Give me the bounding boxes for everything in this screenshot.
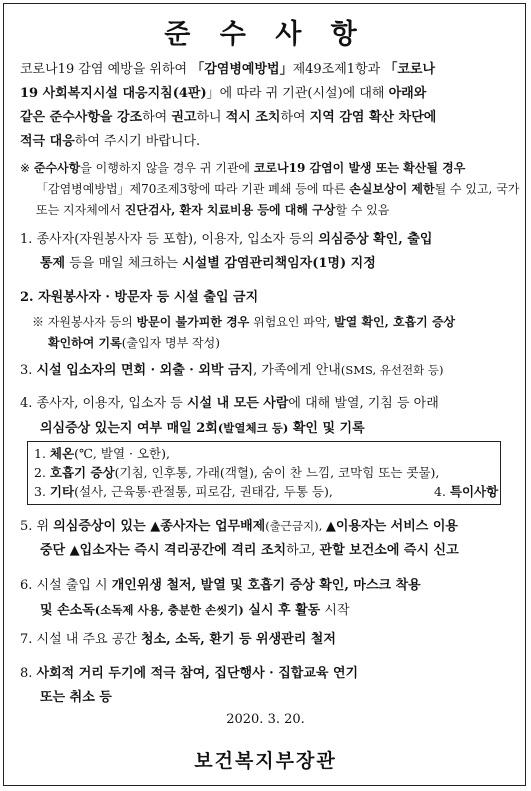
page-title: 준 수 사 항 [164,19,367,50]
symptom-special-note: 4. 특이사항 [434,484,499,499]
list-item-2-note: ※ 자원봉사자 등의 방문이 불가피한 경우 위험요인 파악, 발열 확인, 호흡기 증상 확인하여 기록(출입자 명부 작성) [32,315,456,350]
list-item-4: 4. 종사자, 이용자, 입소자 등 시설 내 모든 사람에 대해 발열, 기침 등 아래 의심증상 있는지 여부 매일 2회(발열체크 등) 확인 및 기록 [20,396,439,436]
list-item-7: 7. 시설 내 주요 공간 청소, 소독, 환기 등 위생관리 철저 [20,632,336,647]
list-item-3: 3. 시설 입소자의 면회 · 외출 · 외박 금지, 가족에게 안내(SMS, 유선전화 등) [20,363,444,378]
list-item-2: 2. 자원봉사자 · 방문자 등 시설 출입 금지 [20,290,259,305]
symptom-row-3: 3. 기타(설사, 근육통·관절통, 피로감, 권태감, 두통 등), 4. 특이사항 [34,484,499,499]
list-item-5: 5. 위 의심증상이 있는 ▲종사자는 업무배제(출근금지), ▲이용자는 서비스 이용 중단 ▲입소자는 즉시 격리공간에 격리 조치하고, 관할 보건소에 즉시 신고 [20,519,459,558]
symptom-row-1: 1. 체온(℃, 발열 · 오한), [34,446,170,461]
list-item-6: 6. 시설 출입 시 개인위생 철저, 발열 및 호흡기 증상 확인, 마스크 착용 및 손소독(소독제 사용, 충분한 손씻기) 실시 후 활동 시작 [20,578,421,618]
list-item-8: 8. 사회적 거리 두기에 적극 참여, 집단행사 · 집합교육 연기 또는 취소 등 [20,666,359,705]
issue-date: 2020. 3. 20. [226,712,305,727]
intro-line-1: 코로나19 감염 예방을 위하여 「감염병예방법」제49조제1항과 「코로나 [20,62,436,77]
symptom-checklist-box [27,441,501,505]
list-item-1: 1. 종사자(자원봉사자 등 포함), 이용자, 입소자 등의 의심증상 확인, 출입 통제 등을 매일 체크하는 시설별 감염관리책임자(1명) 지정 [20,232,433,271]
intro-line-3: 같은 준수사항을 강조하여 권고하니 적시 조치하여 지역 감염 확산 차단에 [20,110,437,125]
warning-note: ※ 준수사항을 이행하지 않을 경우 귀 기관에 코로나19 감염이 발생 또는 확산될 경우 「감염병예방법」제70조제3항에 따라 기관 폐쇄 등에 따른 손실보상이 제한될 수 있고, 국가 또는 지자체에서 진단검사, 환자 치료비용 등에 대해 구상할 수 있음 [20,161,520,217]
symptom-row-2: 2. 호흡기 증상(기침, 인후통, 가래(객혈), 숨이 찬 느낌, 코막힘 또는 콧물), [34,465,440,480]
intro-line-4: 적극 대응하여 주시기 바랍니다. [20,134,201,149]
intro-line-2: 19 사회복지시설 대응지침(4판)」에 따라 귀 기관(시설)에 대해 아래와 [20,86,427,101]
issuer-signature: 보건복지부장관 [194,750,337,772]
intro-paragraph [20,58,514,154]
